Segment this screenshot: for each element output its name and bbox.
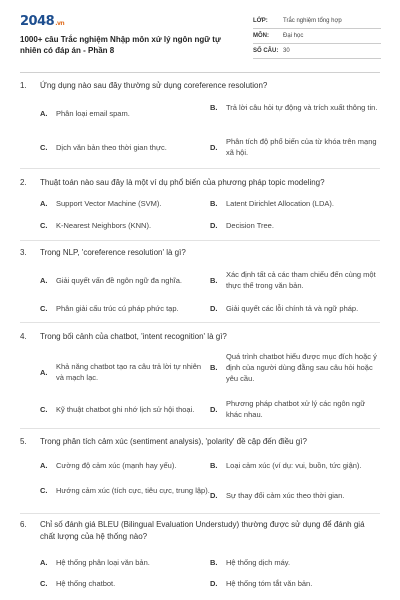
option-b[interactable] bbox=[210, 102, 380, 113]
option-letter: D. bbox=[210, 579, 218, 588]
option-c[interactable] bbox=[40, 485, 210, 496]
option-text: K-Nearest Neighbors (KNN). bbox=[56, 221, 152, 230]
page-header bbox=[0, 0, 400, 70]
option-letter: D. bbox=[210, 221, 218, 230]
meta-row-count bbox=[253, 44, 381, 59]
meta-key: SỐ CÂU: bbox=[253, 48, 279, 54]
question-text: Thuật toán nào sau đây là một ví dụ phổ biến của phương pháp topic modeling? bbox=[40, 178, 325, 187]
option-a[interactable] bbox=[40, 275, 210, 286]
option-letter: B. bbox=[210, 199, 218, 208]
option-c[interactable] bbox=[40, 220, 210, 231]
option-b[interactable] bbox=[210, 557, 380, 568]
option-text: Quá trình chatbot hiểu được mục đích hoặc ý định của người dùng đằng sau câu hỏi hoặc yêu cầu. bbox=[226, 352, 377, 383]
option-text: Hệ thống dịch máy. bbox=[226, 558, 291, 567]
option-text: Hệ thống phân loại văn bản. bbox=[56, 558, 150, 567]
question-number: 2. bbox=[20, 178, 27, 187]
option-letter: B. bbox=[210, 558, 218, 567]
option-letter: D. bbox=[210, 142, 218, 152]
option-text: Kỹ thuật chatbot ghi nhớ lịch sử hội thoại. bbox=[56, 405, 195, 414]
question-divider bbox=[20, 168, 380, 169]
option-a[interactable] bbox=[40, 557, 210, 568]
logo-main: 2048 bbox=[20, 14, 55, 29]
option-text: Latent Dirichlet Allocation (LDA). bbox=[226, 199, 334, 208]
option-c[interactable] bbox=[40, 578, 210, 589]
option-letter: D. bbox=[210, 491, 218, 500]
site-logo[interactable] bbox=[20, 14, 64, 29]
question-divider bbox=[20, 428, 380, 429]
option-text: Cường độ cảm xúc (mạnh hay yếu). bbox=[56, 461, 177, 470]
option-b[interactable] bbox=[210, 269, 380, 291]
option-text: Giải quyết vấn đề ngôn ngữ đa nghĩa. bbox=[56, 276, 182, 285]
option-letter: C. bbox=[40, 221, 48, 230]
option-letter: B. bbox=[210, 363, 218, 372]
option-text: Decision Tree. bbox=[226, 221, 274, 230]
option-b[interactable] bbox=[210, 460, 380, 471]
option-letter: A. bbox=[40, 199, 48, 208]
page-title: 1000+ câu Trắc nghiệm Nhập môn xử lý ngôn ngữ tự nhiên có đáp án - Phần 8 bbox=[20, 35, 221, 55]
option-letter: A. bbox=[40, 367, 48, 377]
option-letter: D. bbox=[210, 304, 218, 313]
option-text: Sự thay đổi cảm xúc theo thời gian. bbox=[226, 491, 345, 500]
option-d[interactable] bbox=[210, 578, 380, 589]
option-text: Xác định tất cả các tham chiếu đến cùng một thực thể trong văn bản. bbox=[226, 270, 376, 290]
question-stem bbox=[20, 331, 380, 343]
meta-value: Trắc nghiệm tổng hợp bbox=[283, 18, 342, 24]
option-text: Phương pháp chatbot xử lý các ngôn ngữ khác nhau. bbox=[226, 399, 366, 419]
option-c[interactable] bbox=[40, 142, 210, 153]
question-4 bbox=[20, 331, 380, 343]
question-6 bbox=[20, 519, 380, 543]
option-text: Dịch văn bản theo thời gian thực. bbox=[56, 143, 167, 152]
option-letter: C. bbox=[40, 304, 48, 313]
option-letter: B. bbox=[210, 275, 218, 285]
meta-row-subject bbox=[253, 29, 381, 44]
option-text: Hướng cảm xúc (tích cực, tiêu cực, trung lập). bbox=[56, 486, 210, 495]
question-3 bbox=[20, 247, 380, 259]
option-a[interactable] bbox=[40, 460, 210, 471]
question-number: 5. bbox=[20, 437, 27, 446]
option-letter: B. bbox=[210, 461, 218, 470]
option-letter: A. bbox=[40, 558, 48, 567]
question-text: Trong phân tích cảm xúc (sentiment analysis), 'polarity' đề cập đến điều gì? bbox=[40, 437, 307, 446]
option-b[interactable] bbox=[210, 351, 380, 384]
question-stem bbox=[20, 436, 380, 448]
option-text: Khả năng chatbot tạo ra câu trả lời tự nhiên và mạch lạc. bbox=[56, 362, 202, 382]
option-c[interactable] bbox=[40, 404, 212, 415]
quiz-meta bbox=[253, 14, 381, 59]
option-text: Phân tích độ phổ biến của từ khóa trên mạng xã hội. bbox=[226, 137, 377, 157]
option-letter: B. bbox=[210, 103, 218, 112]
option-d[interactable] bbox=[210, 398, 380, 420]
header-divider bbox=[20, 72, 380, 73]
option-letter: D. bbox=[210, 404, 218, 414]
option-b[interactable] bbox=[210, 198, 380, 209]
question-number: 1. bbox=[20, 81, 27, 90]
question-1 bbox=[20, 80, 380, 92]
question-divider bbox=[20, 240, 380, 241]
question-2 bbox=[20, 177, 380, 189]
option-letter: A. bbox=[40, 109, 48, 118]
option-d[interactable] bbox=[210, 303, 380, 314]
question-divider bbox=[20, 513, 380, 514]
option-text: Giải quyết các lỗi chính tả và ngữ pháp. bbox=[226, 304, 359, 313]
question-5 bbox=[20, 436, 380, 448]
question-stem bbox=[20, 519, 380, 543]
option-letter: C. bbox=[40, 579, 48, 588]
question-number: 4. bbox=[20, 332, 27, 341]
option-d[interactable] bbox=[210, 220, 380, 231]
question-stem bbox=[20, 247, 380, 259]
option-text: Phân loại email spam. bbox=[56, 109, 130, 118]
option-a[interactable] bbox=[40, 108, 210, 119]
question-stem bbox=[20, 177, 380, 189]
option-text: Loại cảm xúc (ví dụ: vui, buồn, tức giận). bbox=[226, 461, 362, 470]
option-text: Support Vector Machine (SVM). bbox=[56, 199, 162, 208]
option-text: Hệ thống chatbot. bbox=[56, 579, 116, 588]
option-d[interactable] bbox=[210, 490, 380, 501]
option-text: Phân giải cấu trúc cú pháp phức tạp. bbox=[56, 304, 179, 313]
option-a[interactable] bbox=[40, 361, 208, 383]
question-number: 3. bbox=[20, 248, 27, 257]
meta-key: MÔN: bbox=[253, 33, 269, 39]
question-divider bbox=[20, 322, 380, 323]
option-text: Trả lời câu hỏi tự động và trích xuất thông tin. bbox=[226, 103, 378, 112]
question-text: Trong bối cảnh của chatbot, 'intent recognition' là gì? bbox=[40, 332, 227, 341]
question-stem bbox=[20, 80, 380, 92]
question-text: Ứng dụng nào sau đây thường sử dụng coreference resolution? bbox=[40, 81, 268, 90]
option-d[interactable] bbox=[210, 136, 380, 158]
option-c[interactable] bbox=[40, 303, 210, 314]
question-number: 6. bbox=[20, 520, 27, 529]
logo-suffix: .vn bbox=[55, 20, 65, 27]
option-text: Hệ thống tóm tắt văn bản. bbox=[226, 579, 313, 588]
meta-key: LỚP: bbox=[253, 18, 268, 24]
question-text: Trong NLP, 'coreference resolution' là gì? bbox=[40, 248, 186, 257]
option-letter: C. bbox=[40, 486, 48, 495]
option-letter: C. bbox=[40, 143, 48, 152]
question-text: Chỉ số đánh giá BLEU (Bilingual Evaluation Understudy) thường được sử dụng để đánh giá chất lượng của hệ thống nào? bbox=[40, 520, 365, 541]
meta-row-class bbox=[253, 14, 381, 29]
option-letter: C. bbox=[40, 405, 48, 414]
meta-value: Đại học bbox=[283, 33, 304, 39]
option-a[interactable] bbox=[40, 198, 210, 209]
meta-value: 30 bbox=[283, 48, 290, 54]
option-letter: A. bbox=[40, 461, 48, 470]
option-letter: A. bbox=[40, 276, 48, 285]
